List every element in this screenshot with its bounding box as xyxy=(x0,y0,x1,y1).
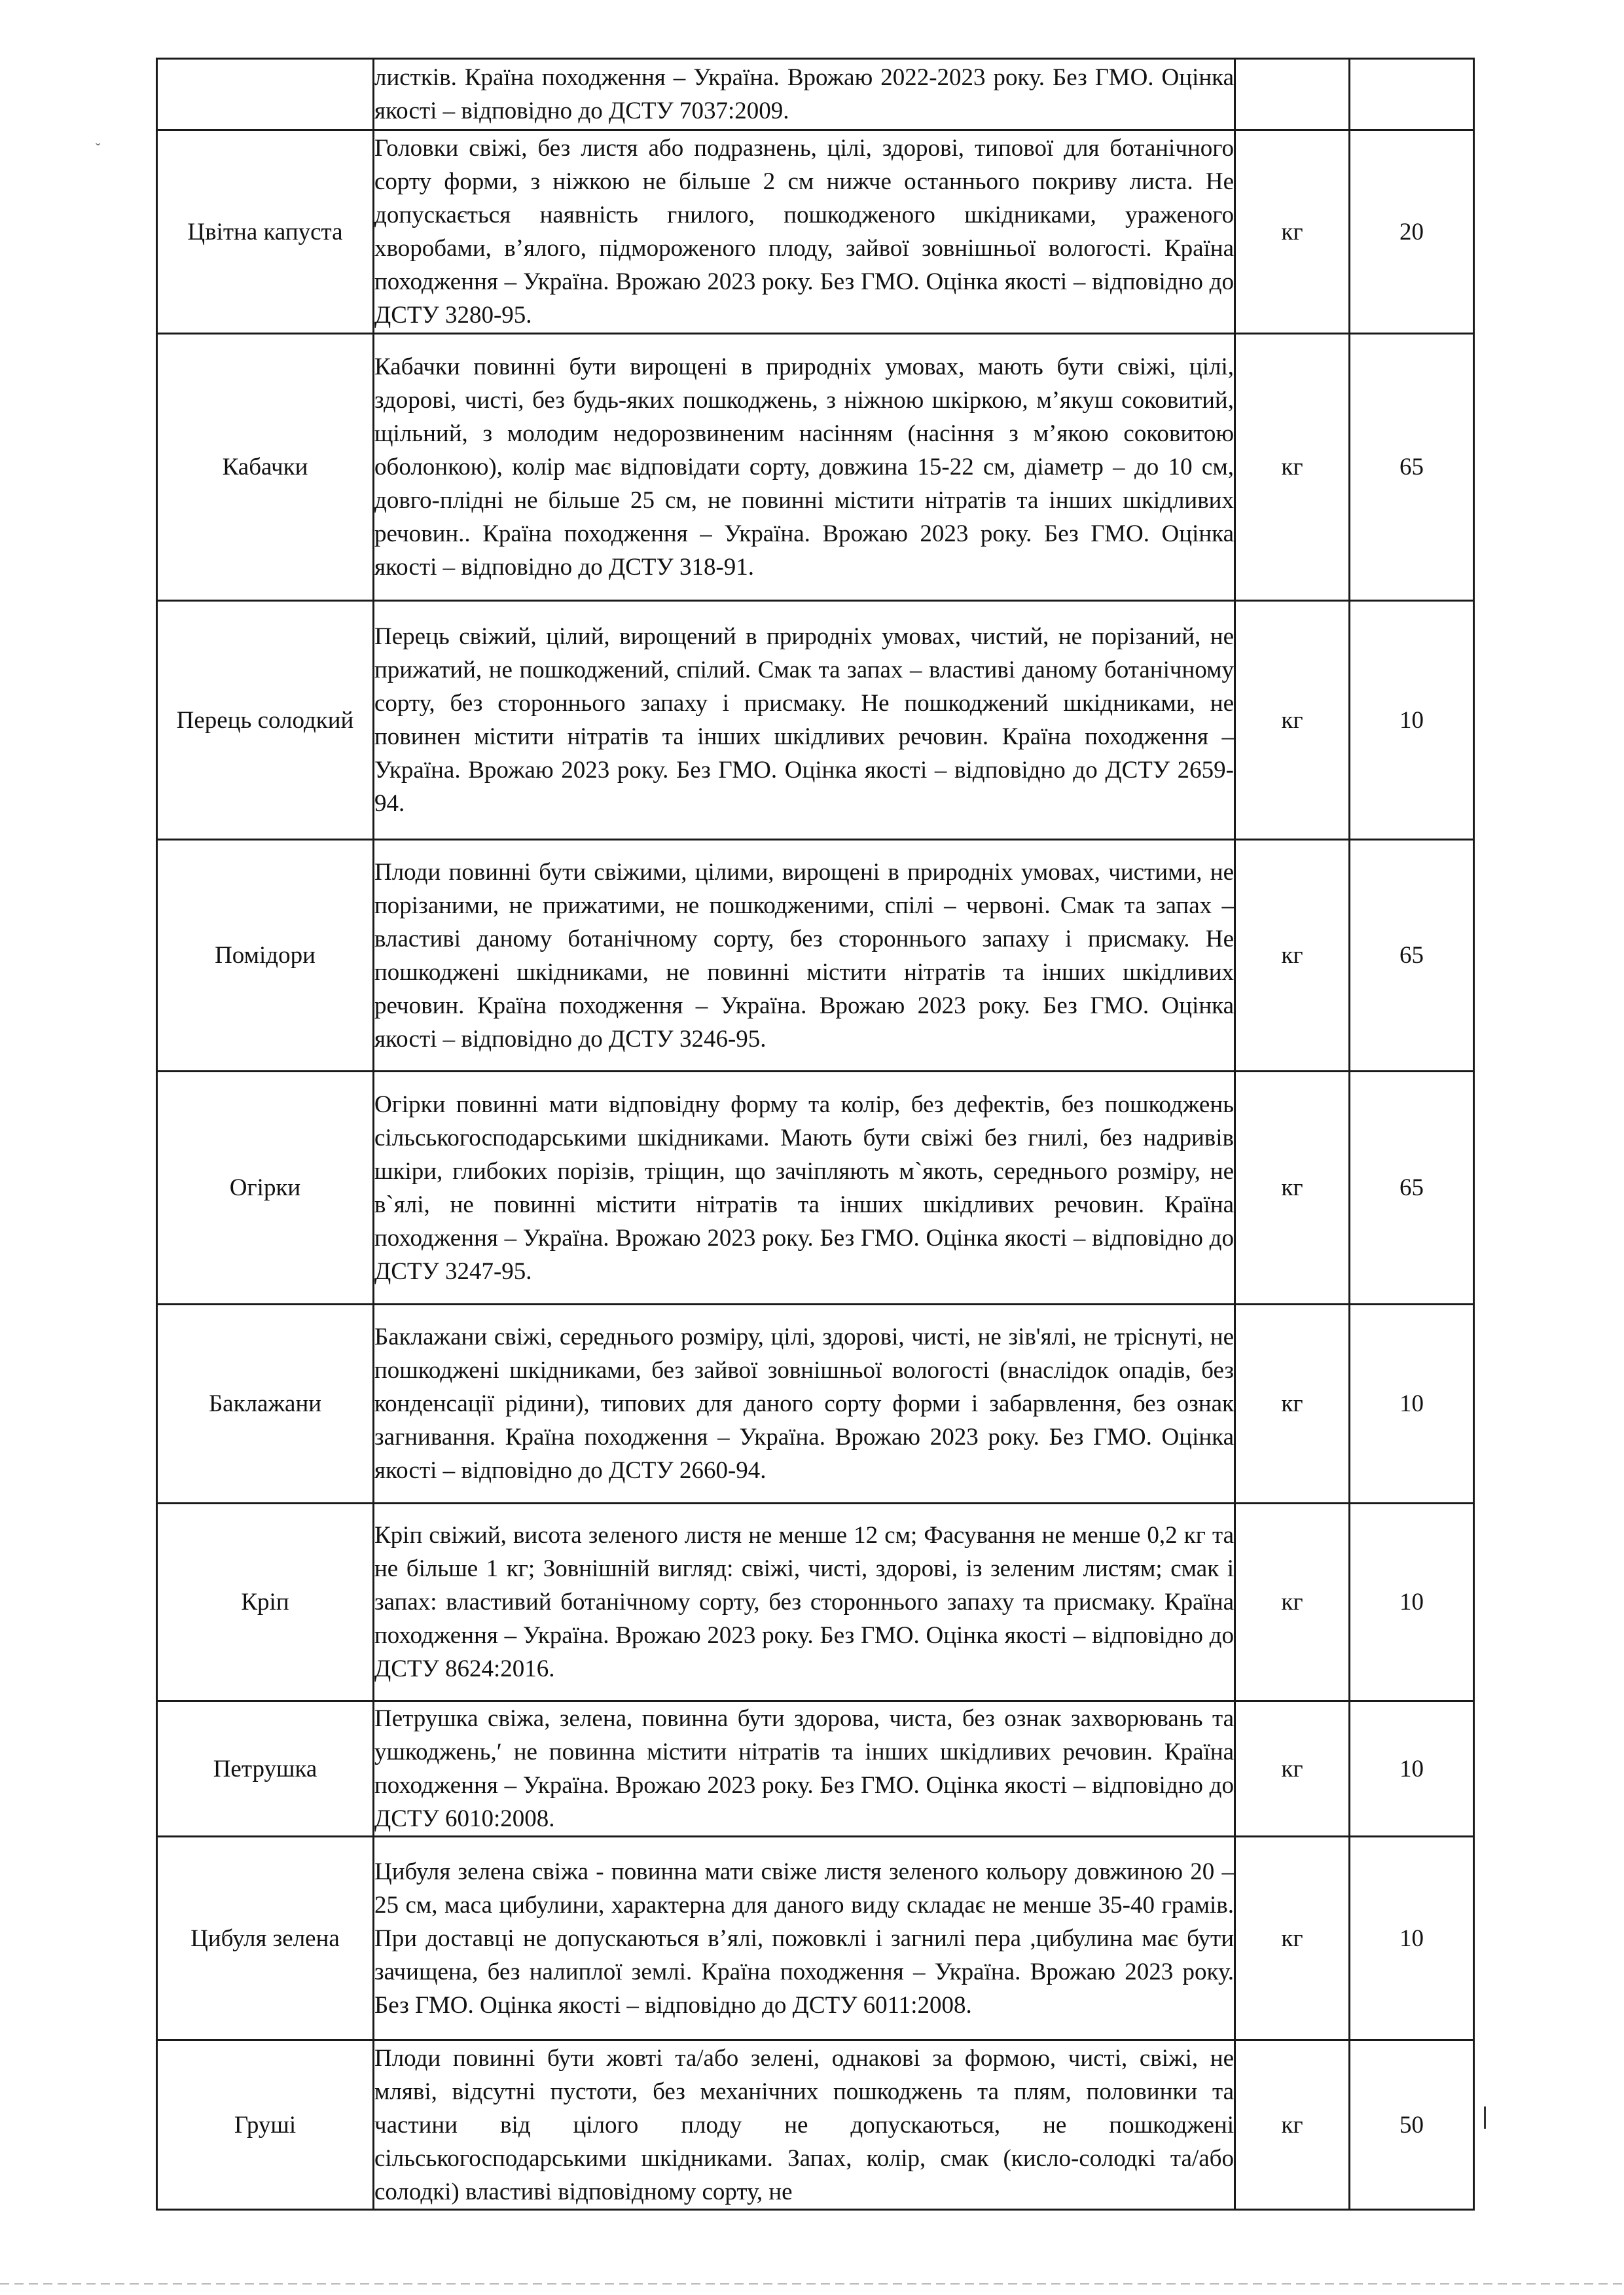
table-row xyxy=(157,1837,1474,2040)
product-description: Плоди повинні бути свіжими, цілими, вирощені в природніх умовах, чистими, не порізаними, не прижатими, не пошкодженими, спілі – червоні. Смак та запах – властиві даному ботанічному сорту, без стороннього запаху і присмаку. Не пошкоджені шкідниками, не повинні містити нітратів та інших шкідливих речовин. Країна походження – Україна. Врожаю 2023 року. Без ГМО. Оцінка якості – відповідно до ДСТУ 3246-95. xyxy=(374,840,1235,1072)
table-row xyxy=(157,1701,1474,1837)
product-quantity: 65 xyxy=(1350,840,1474,1072)
table-row xyxy=(157,130,1474,334)
product-name xyxy=(157,59,374,130)
product-name: Кріп xyxy=(157,1504,374,1701)
table-row xyxy=(157,840,1474,1072)
product-quantity: 10 xyxy=(1350,1837,1474,2040)
table-row xyxy=(157,59,1474,130)
table-row xyxy=(157,1072,1474,1305)
scan-speck: ˇ xyxy=(96,140,101,156)
product-description: Кріп свіжий, висота зеленого листя не менше 12 см; Фасування не менше 0,2 кг та не більше 1 кг; Зовнішній вигляд: свіжі, чисті, здорові, із зеленим листям; смак і запах: властивий ботанічному сорту, без стороннього запаху та присмаку. Країна походження – Україна. Врожаю 2023 року. Без ГМО. Оцінка якості – відповідно до ДСТУ 8624:2016. xyxy=(374,1504,1235,1701)
scan-edge-line xyxy=(0,2283,1624,2285)
product-name: Груші xyxy=(157,2040,374,2210)
product-description: Цибуля зелена свіжа - повинна мати свіже листя зеленого кольору довжиною 20 – 25 см, маса цибулини, характерна для даного виду складає не менше 35-40 грамів. При доставці не допускаються в’ялі, пожовклі і загнилі пера ,цибулина має бути зачищена, без налиплої землі. Країна походження – Україна. Врожаю 2023 року. Без ГМО. Оцінка якості – відповідно до ДСТУ 6011:2008. xyxy=(374,1837,1235,2040)
product-quantity: 10 xyxy=(1350,1701,1474,1837)
product-quantity: 10 xyxy=(1350,1305,1474,1504)
product-description: Кабачки повинні бути вирощені в природніх умовах, мають бути свіжі, цілі, здорові, чисті, без будь-яких пошкоджень, з ніжною шкіркою, м’якуш соковитий, щільний, з молодим недорозвиненим насінням (насіння з м’якою соковитою оболонкою), колір має відповідати сорту, довжина 15-22 см, діаметр – до 10 см, довго-плідні не більше 25 см, не повинні містити нітратів та інших шкідливих речовин.. Країна походження – Україна. Врожаю 2023 року. Без ГМО. Оцінка якості – відповідно до ДСТУ 318-91. xyxy=(374,334,1235,601)
product-name: Цвітна капуста xyxy=(157,130,374,334)
product-name: Кабачки xyxy=(157,334,374,601)
table-row xyxy=(157,2040,1474,2210)
product-description: Головки свіжі, без листя або подразнень, цілі, здорові, типової для ботанічного сорту форми, з ніжкою не більше 2 см нижче останнього покриву листа. Не допускається наявність гнилого, пошкодженого шкідниками, ураженого хворобами, в’ялого, підмороженого плоду, зайвої зовнішньої вологості. Країна походження – Україна. Врожаю 2023 року. Без ГМО. Оцінка якості – відповідно до ДСТУ 3280-95. xyxy=(374,130,1235,334)
product-quantity: 10 xyxy=(1350,601,1474,840)
product-name: Огірки xyxy=(157,1072,374,1305)
product-quantity: 20 xyxy=(1350,130,1474,334)
product-unit: кг xyxy=(1235,601,1350,840)
product-unit: кг xyxy=(1235,334,1350,601)
table-row xyxy=(157,1504,1474,1701)
product-quantity: 50 xyxy=(1350,2040,1474,2210)
product-name: Петрушка xyxy=(157,1701,374,1837)
product-description: Плоди повинні бути жовті та/або зелені, однакові за формою, чисті, свіжі, не мляві, відсутні пустоти, без механічних пошкоджень та плям, половинки та частини від цілого плоду не допускаються, не пошкоджені сільськогосподарськими шкідниками. Запах, колір, смак (кисло-солодкі та/або солодкі) властиві відповідному сорту, не xyxy=(374,2040,1235,2210)
product-quantity: 65 xyxy=(1350,334,1474,601)
product-description: Баклажани свіжі, середнього розміру, цілі, здорові, чисті, не зів'ялі, не тріснуті, не пошкоджені шкідниками, без зайвої зовнішньої вологості (внаслідок опадів, без конденсації рідини), типових для даного сорту форми і забарвлення, без ознак загнивання. Країна походження – Україна. Врожаю 2023 року. Без ГМО. Оцінка якості – відповідно до ДСТУ 2660-94. xyxy=(374,1305,1235,1504)
product-unit: кг xyxy=(1235,1701,1350,1837)
product-unit: кг xyxy=(1235,1837,1350,2040)
product-description: Огірки повинні мати відповідну форму та колір, без дефектів, без пошкоджень сільськогосподарськими шкідниками. Мають бути свіжі без гнилі, без надривів шкіри, глибоких порізів, тріщин, що зачіпляють м`якоть, середнього розміру, не в`ялі, не повинні містити нітратів та інших шкідливих речовин. Країна походження – Україна. Врожаю 2023 року. Без ГМО. Оцінка якості – відповідно до ДСТУ 3247-95. xyxy=(374,1072,1235,1305)
table-row xyxy=(157,601,1474,840)
product-name: Баклажани xyxy=(157,1305,374,1504)
table-row xyxy=(157,1305,1474,1504)
product-unit xyxy=(1235,59,1350,130)
product-description: Перець свіжий, цілий, вирощений в природніх умовах, чистий, не порізаний, не прижатий, не пошкоджений, спілий. Смак та запах – властиві даному ботанічному сорту, без стороннього запаху і присмаку. Не пошкоджений шкідниками, не повинен містити нітратів та інших шкідливих речовин. Країна походження – Україна. Врожаю 2023 року. Без ГМО. Оцінка якості – відповідно до ДСТУ 2659-94. xyxy=(374,601,1235,840)
product-unit: кг xyxy=(1235,2040,1350,2210)
product-spec-table xyxy=(156,58,1475,2211)
product-unit: кг xyxy=(1235,840,1350,1072)
product-unit: кг xyxy=(1235,1072,1350,1305)
product-name: Помідори xyxy=(157,840,374,1072)
product-unit: кг xyxy=(1235,130,1350,334)
product-description: листків. Країна походження – Україна. Врожаю 2022-2023 року. Без ГМО. Оцінка якості – відповідно до ДСТУ 7037:2009. xyxy=(374,59,1235,130)
table-row xyxy=(157,334,1474,601)
product-quantity: 10 xyxy=(1350,1504,1474,1701)
product-unit: кг xyxy=(1235,1305,1350,1504)
product-name: Перець солодкий xyxy=(157,601,374,840)
product-quantity: 65 xyxy=(1350,1072,1474,1305)
product-name: Цибуля зелена xyxy=(157,1837,374,2040)
product-unit: кг xyxy=(1235,1504,1350,1701)
product-description: Петрушка свіжа, зелена, повинна бути здорова, чиста, без ознак захворювань та ушкоджень,ʹ не повинна містити нітратів та інших шкідливих речовин. Країна походження – Україна. Врожаю 2023 року. Без ГМО. Оцінка якості – відповідно до ДСТУ 6010:2008. xyxy=(374,1701,1235,1837)
scan-mark xyxy=(1484,2106,1486,2129)
product-quantity xyxy=(1350,59,1474,130)
